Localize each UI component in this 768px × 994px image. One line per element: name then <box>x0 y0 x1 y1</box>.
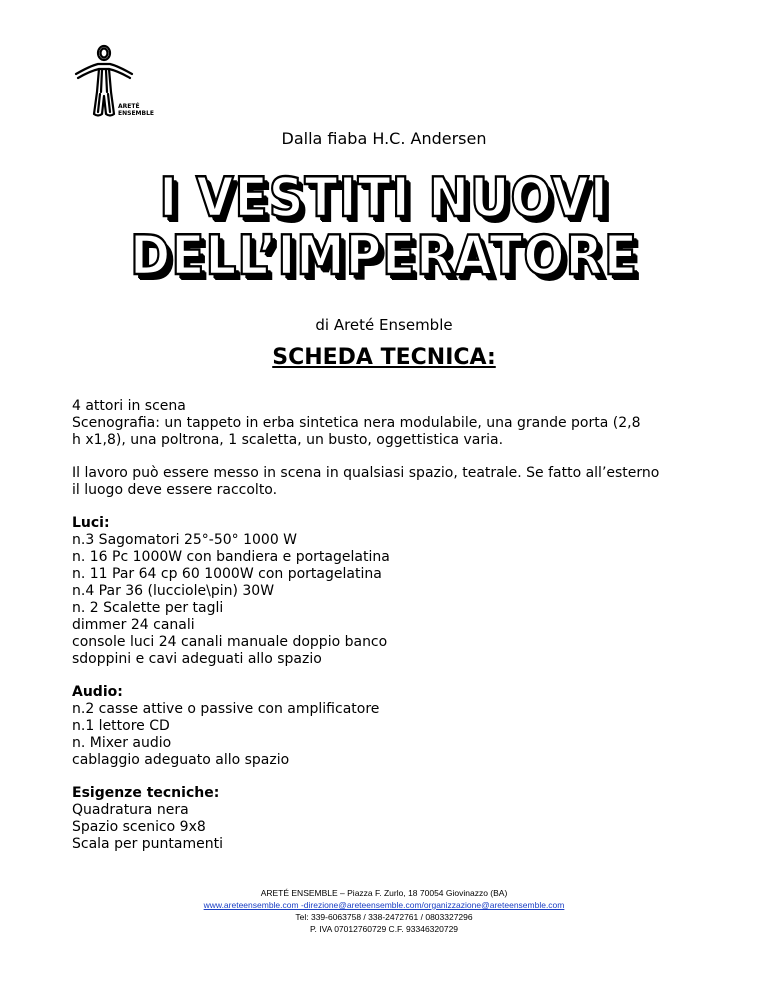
intro-line: il luogo deve essere raccolto. <box>72 482 278 498</box>
footer-address: ARETÉ ENSEMBLE – Piazza F. Zurlo, 18 70054 Giovinazzo (BA) <box>260 888 508 898</box>
page-heading: SCHEDA TECNICA: <box>272 345 496 370</box>
list-item: n.3 Sagomatori 25°-50° 1000 W <box>72 532 298 548</box>
document-body <box>72 398 712 853</box>
intro-line: Scenografia: un tappeto in erba sintetica nera modulabile, una grande porta (2,8 <box>72 415 641 431</box>
logo-text-line2: ENSEMBLE <box>118 110 155 117</box>
author: di Areté Ensemble <box>315 316 453 334</box>
list-item: cablaggio adeguato allo spazio <box>72 752 290 768</box>
list-item: Scala per puntamenti <box>72 836 223 852</box>
list-item: console luci 24 canali manuale doppio banco <box>72 634 388 650</box>
list-item: n. Mixer audio <box>72 735 172 751</box>
intro-line: h x1,8), una poltrona, 1 scaletta, un busto, oggettistica varia. <box>72 432 504 448</box>
footer-tax-info: P. IVA 07012760729 C.F. 93346320729 <box>309 924 459 934</box>
source-subtitle: Dalla fiaba H.C. Andersen <box>281 129 487 148</box>
list-item: n.1 lettore CD <box>72 718 170 734</box>
list-item: Spazio scenico 9x8 <box>72 819 206 835</box>
list-item: Quadratura nera <box>72 802 189 818</box>
section-title-luci: Luci: <box>72 515 110 531</box>
footer-contact-link[interactable]: www.areteensemble.com -direzione@areteensemble.com/organizzazione@areteensemble.com <box>203 900 565 910</box>
arete-ensemble-logo <box>74 44 170 120</box>
list-item: n. 2 Scalette per tagli <box>72 600 224 616</box>
footer-phone: Tel: 339-6063758 / 338-2472761 / 0803327296 <box>295 912 473 922</box>
list-item: n.2 casse attive o passive con amplificatore <box>72 701 380 717</box>
list-item: n. 16 Pc 1000W con bandiera e portagelatina <box>72 549 390 565</box>
intro-line: Il lavoro può essere messo in scena in qualsiasi spazio, teatrale. Se fatto all’esterno <box>72 465 660 481</box>
list-item: sdoppini e cavi adeguati allo spazio <box>72 651 322 667</box>
list-item: dimmer 24 canali <box>72 617 195 633</box>
title-line-2: DELL’IMPERATORE <box>130 224 638 287</box>
list-item: n.4 Par 36 (lucciole\pin) 30W <box>72 583 275 599</box>
logo-text-line1: ARETÉ <box>118 103 140 110</box>
section-title-audio: Audio: <box>72 684 123 700</box>
intro-line: 4 attori in scena <box>72 398 186 414</box>
section-title-esigenze: Esigenze tecniche: <box>72 785 220 801</box>
list-item: n. 11 Par 64 cp 60 1000W con portagelatina <box>72 566 382 582</box>
title-line-1: I VESTITI NUOVI <box>159 166 609 229</box>
footer <box>0 887 768 935</box>
